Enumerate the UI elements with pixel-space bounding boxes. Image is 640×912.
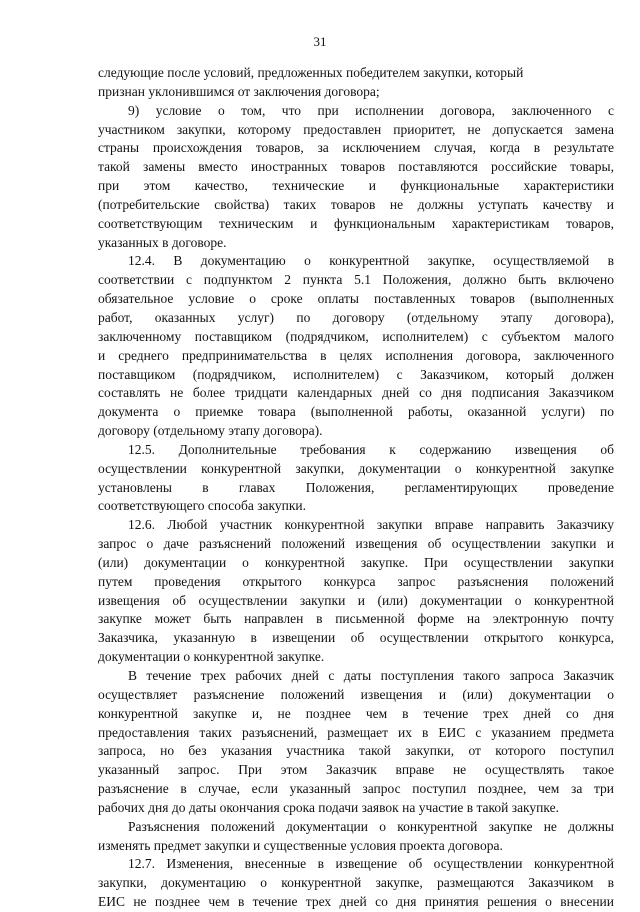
text-line: осуществлении конкурентной закупки, документации о конкурентной закупке <box>98 460 614 476</box>
text-line: запрос о даче разъяснений положений извещения об осуществлении закупки и <box>98 536 614 552</box>
text-line: соответствующего способа закупки. <box>98 498 307 514</box>
text-line: такой замены вместо иностранных товаров поставляются российские товары, <box>98 159 614 175</box>
text-line: предоставления таких разъяснений, размещает их в ЕИС с указанием предмета <box>98 724 614 740</box>
text-line: рабочих дня до даты окончания срока подачи заявок на участие в такой закупке. <box>98 799 559 815</box>
text-line: соответствии с подпунктом 2 пункта 5.1 Положения, должно быть включено <box>98 272 614 288</box>
text-line: страны происхождения товаров, за исключением случая, когда в результате <box>98 140 614 156</box>
paragraph-explanations-line: Разъяснения положений документации о конкурентной закупке не должны <box>128 818 614 834</box>
text-line: конкурентной закупке и, не позднее чем в течение трех дней со дня <box>98 705 614 721</box>
text-line: (потребительские свойства) таких товаров не должны уступать качеству и <box>98 196 614 212</box>
text-line: документа о приемке товара (выполненной работы, оказанной услуги) по <box>98 404 614 420</box>
text-line: обязательное условие о сроке оплаты поставленных товаров (выполненных <box>98 291 614 307</box>
section-12-6-line: 12.6. Любой участник конкурентной закупки вправе направить Заказчику <box>128 517 614 533</box>
text-line: закупки, документацию о конкурентной закупке, размещаются Заказчиком в <box>98 875 614 891</box>
text-line: составлять не более тридцати календарных дней со дня подписания Заказчиком <box>98 385 614 401</box>
text-line: ЕИС не позднее чем в течение трех дней со дня принятия решения о внесении <box>98 894 614 910</box>
text-line: установлены в главах Положения, регламентирующих проведение <box>98 479 614 495</box>
text-line: заключенному поставщиком (подрядчиком, исполнителем) с субъектом малого <box>98 328 614 344</box>
section-12-4-line: 12.4. В документацию о конкурентной закупке, осуществляемой в <box>128 253 614 269</box>
text-line: признан уклонившимся от заключения договора; <box>98 83 380 99</box>
paragraph-item-9-line: 9) условие о том, что при исполнении договора, заключенного с <box>128 102 614 118</box>
text-line: путем проведения открытого конкурса запрос разъяснения положений <box>98 573 614 589</box>
text-line: документации о конкурентной закупке. <box>98 649 325 665</box>
section-12-5-line: 12.5. Дополнительные требования к содержанию извещения об <box>128 441 614 457</box>
text-line: извещения об осуществлении закупки и (или) документации о конкурентной <box>98 592 614 608</box>
text-line: указанных в договоре. <box>98 234 227 250</box>
text-line: участником закупки, которому предоставлен приоритет, не допускается замена <box>98 121 614 137</box>
text-line: изменять предмет закупки и существенные условия проекта договора. <box>98 837 503 853</box>
text-line: следующие после условий, предложенных победителем закупки, который <box>98 65 524 80</box>
text-line: разъяснение в случае, если указанный запрос поступил позднее, чем за три <box>98 781 614 797</box>
text-line: (или) документации о конкурентной закупке. При осуществлении закупки <box>98 554 614 570</box>
text-line: поставщиком (подрядчиком, исполнителем) с Заказчиком, который должен <box>98 366 614 382</box>
text-line: закупке может быть направлен в письменной форме на электронную почту <box>98 611 614 627</box>
text-line: осуществляет разъяснение положений извещения и (или) документации о <box>98 686 614 702</box>
paragraph-clarification-line: В течение трех рабочих дней с даты поступления такого запроса Заказчик <box>128 668 614 683</box>
text-line: договору (отдельному этапу договора). <box>98 423 323 439</box>
text-line: Заказчика, указанную в извещении об осуществлении открытого конкурса, <box>98 630 614 646</box>
text-line: соответствующим техническим и функциональным характеристикам товаров, <box>98 215 614 231</box>
text-line: запроса, но без указания участника такой закупки, от которого поступил <box>98 743 614 759</box>
text-line: и среднего предпринимательства в целях исполнения договора, заключенного <box>98 347 614 363</box>
section-12-7-line: 12.7. Изменения, внесенные в извещение об осуществлении конкурентной <box>128 856 614 872</box>
text-line: при этом качество, технические и функциональные характеристики <box>98 178 614 194</box>
page-number: 31 <box>313 34 327 49</box>
text-line: указанный запрос. При этом Заказчик вправе не осуществлять такое <box>98 762 614 778</box>
text-line: работ, оказанных услуг) по договору (отдельному этапу договора), <box>98 309 614 325</box>
body-text <box>98 64 614 912</box>
